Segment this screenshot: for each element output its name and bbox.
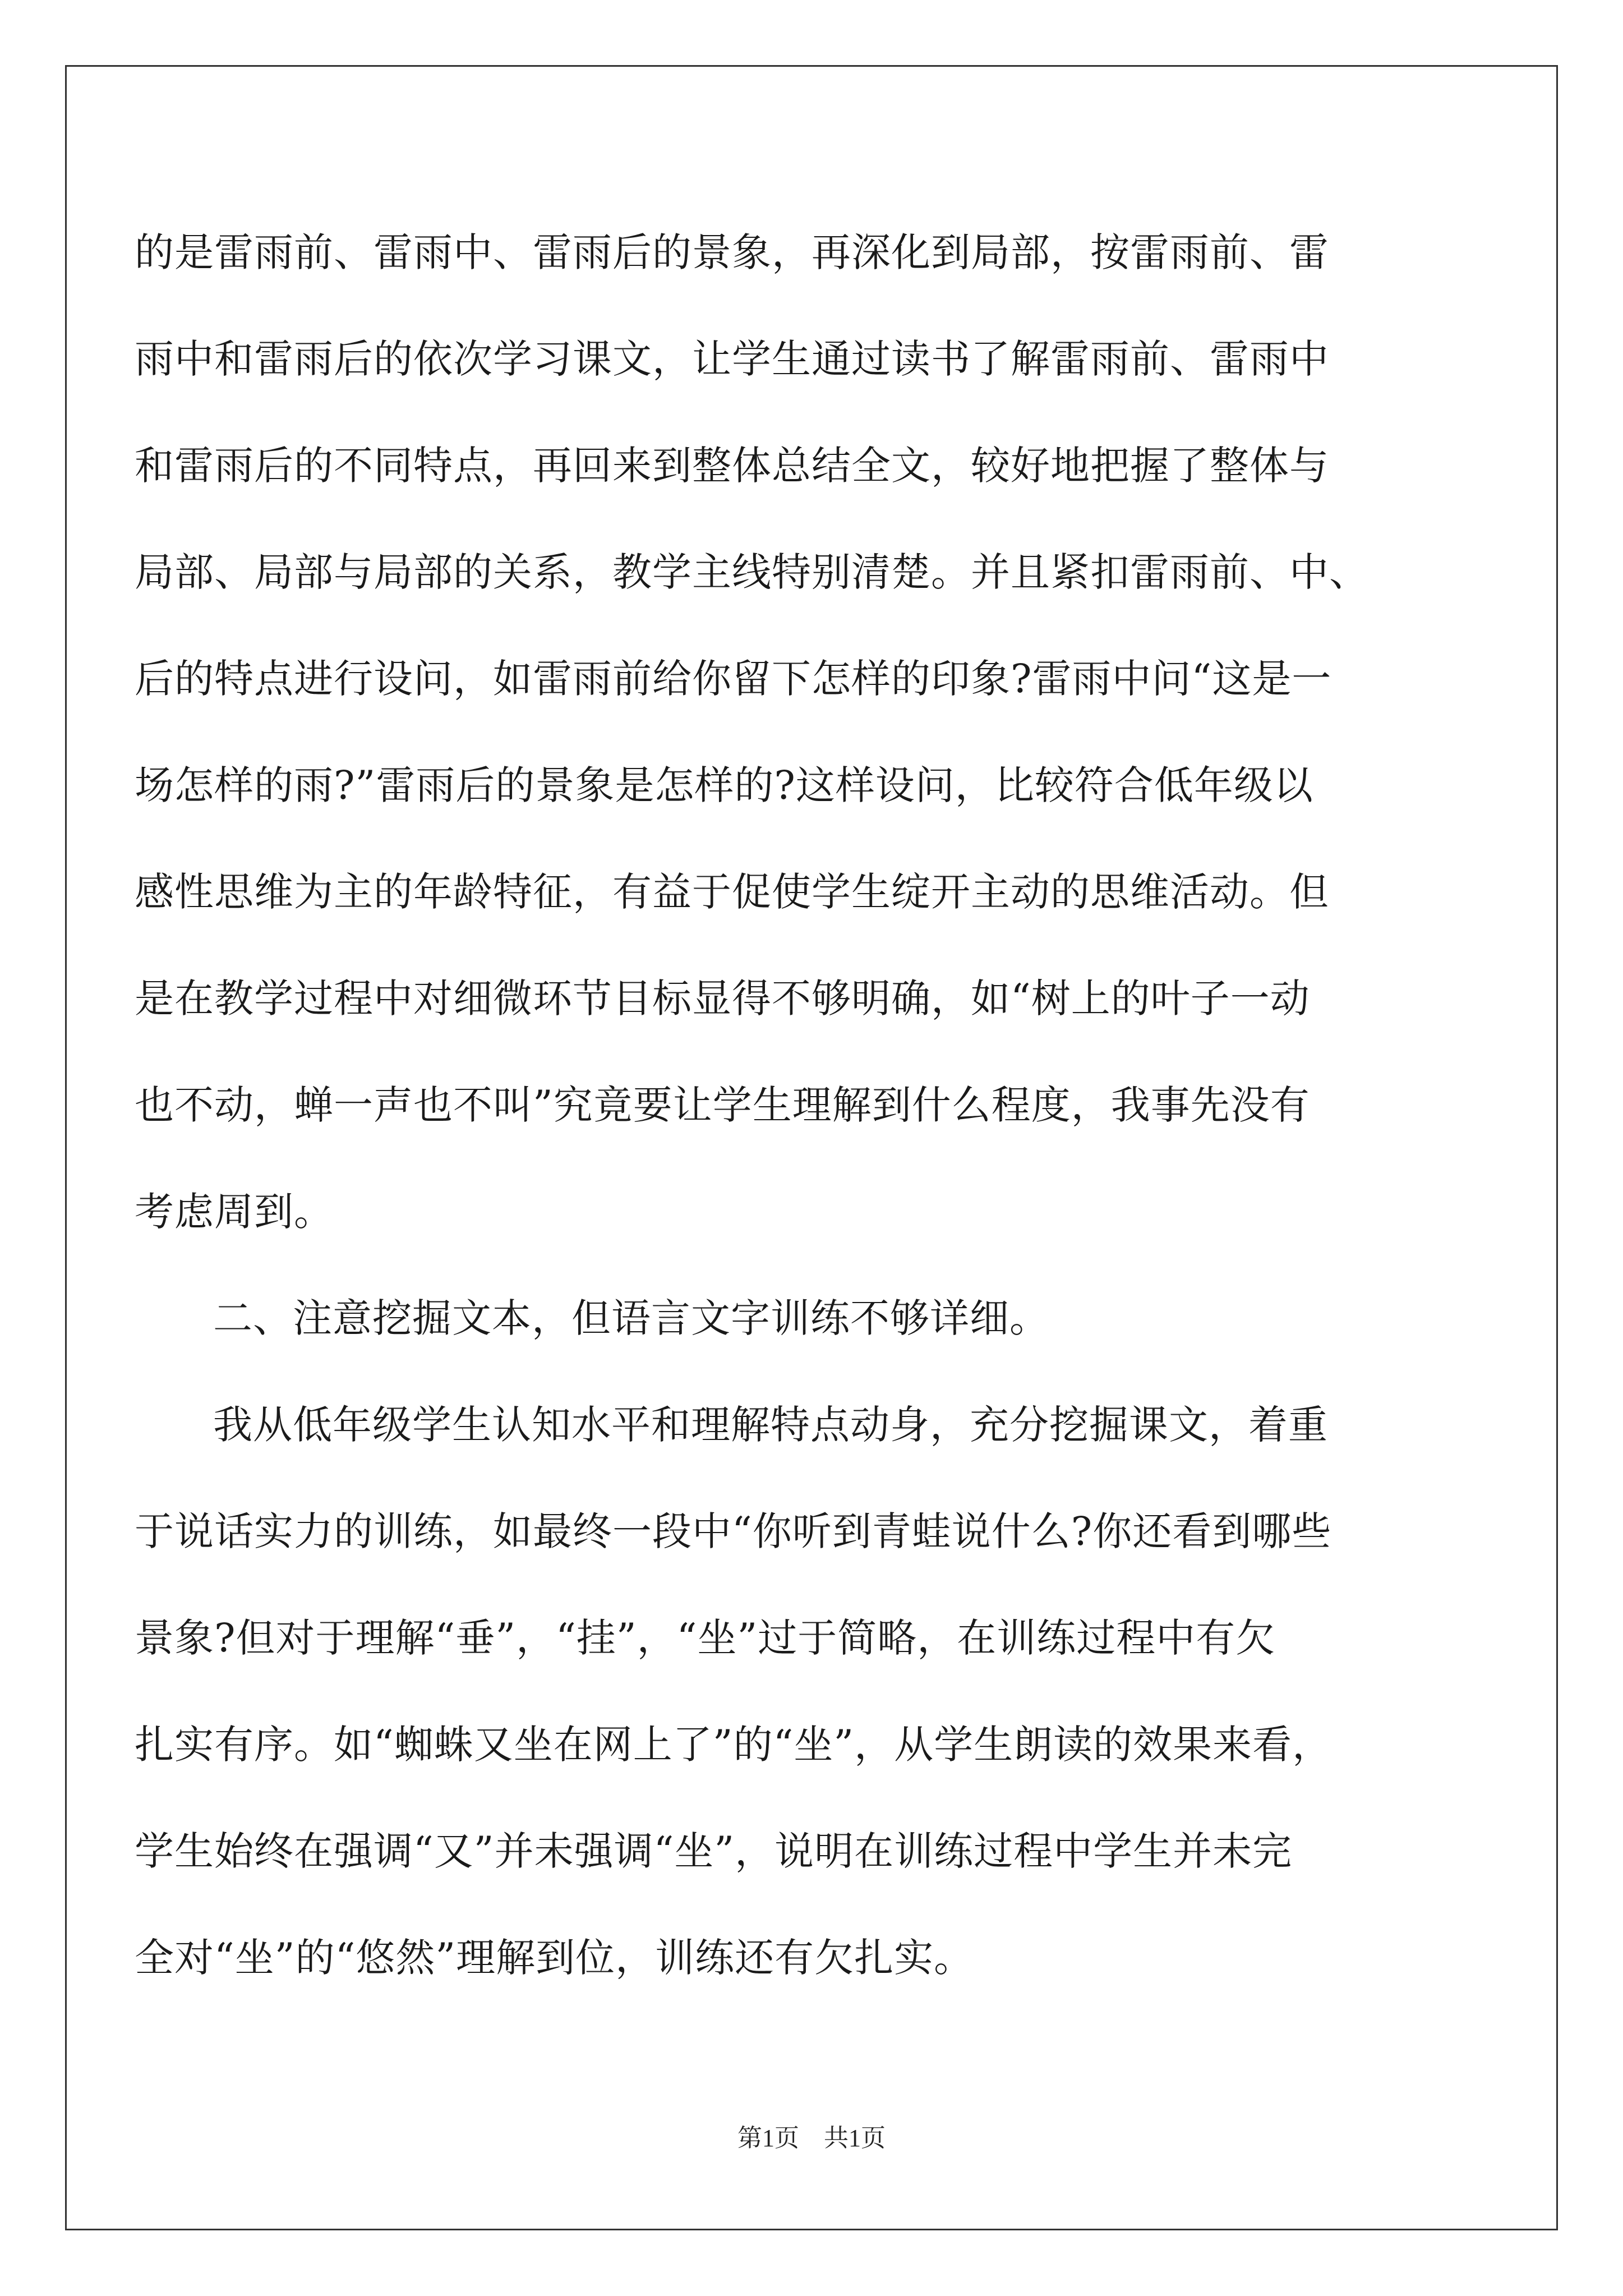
text-line: 也不动，蝉一声也不叫”究竟要让学生理解到什么程度，我事先没有 <box>135 1082 1310 1128</box>
text-line: 考虑周到。 <box>135 1189 334 1235</box>
text-line: 后的特点进行设问，如雷雨前给你留下怎样的印象?雷雨中问“这是一 <box>135 656 1332 702</box>
text-line: 和雷雨后的不同特点，再回来到整体总结全文，较好地把握了整体与 <box>135 443 1329 489</box>
page-border <box>65 65 1558 2230</box>
text-line: 全对“坐”的“悠然”理解到位，训练还有欠扎实。 <box>135 1935 974 1981</box>
text-line: 扎实有序。如“蜘蛛又坐在网上了”的“坐”，从学生朗读的效果来看， <box>135 1722 1332 1768</box>
text-line: 局部、局部与局部的关系，教学主线特别清楚。并且紧扣雷雨前、中、 <box>135 549 1369 595</box>
text-line: 学生始终在强调“又”并未强调“坐”，说明在训练过程中学生并未完 <box>135 1828 1293 1874</box>
text-line: 是在教学过程中对细微环节目标显得不够明确，如“树上的叶子一动 <box>135 976 1310 1022</box>
text-line: 的是雷雨前、雷雨中、雷雨后的景象，再深化到局部，按雷雨前、雷 <box>135 229 1329 275</box>
text-line: 场怎样的雨?”雷雨后的景象是怎样的?这样设问，比较符合低年级以 <box>135 762 1313 808</box>
text-line: 景象?但对于理解“垂”，“挂”，“坐”过于简略，在训练过程中有欠 <box>135 1615 1276 1661</box>
text-line: 雨中和雷雨后的依次学习课文，让学生通过读书了解雷雨前、雷雨中 <box>135 336 1329 382</box>
text-line: 感性思维为主的年龄特征，有益于促使学生绽开主动的思维活动。但 <box>135 869 1329 915</box>
text-line: 于说话实力的训练，如最终一段中“你听到青蛙说什么?你还看到哪些 <box>135 1508 1332 1554</box>
section-heading: 二、注意挖掘文本，但语言文字训练不够详细。 <box>213 1295 1049 1341</box>
text-line: 我从低年级学生认知水平和理解特点动身，充分挖掘课文，着重 <box>213 1402 1328 1448</box>
page-footer: 第1页 共1页 <box>737 2124 886 2152</box>
